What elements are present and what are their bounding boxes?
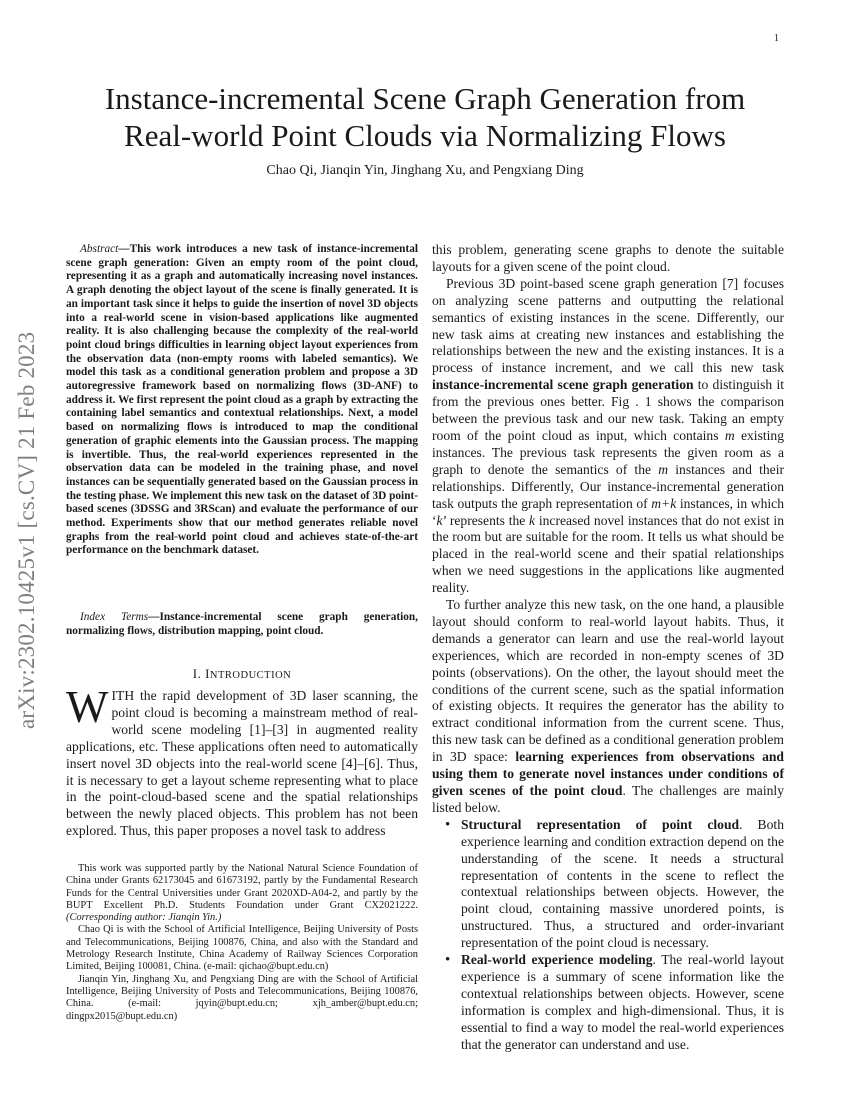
page-number: 1 (774, 33, 779, 44)
title-line-1: Instance-incremental Scene Graph Generation from (104, 81, 746, 116)
index-terms (66, 611, 418, 638)
abstract-label: Abstract (80, 243, 119, 255)
abstract-text: —This work introduces a new task of instance-incremental scene graph generation: Given an empty room of the point cloud, representing it as a graph and automatically increasing novel instances. A graph denoting the object layout of the scene is finally generated. It is an important task since it helps to guide the insertion of novel 3D objects into a real-world scene in vision-based applications like augmented reality. It is also challenging because the complexity of the real-world point cloud brings difficulties in learning object layout experiences from the observation data (non-empty rooms with labeled semantics). We model this task as a conditional generation problem and propose a 3D autoregressive framework based on normalizing flows (3D-ANF) to address it. We first represent the point cloud as a graph by extracting the containing label semantics and contextual relationships. Next, a model based on normalizing flows is introduced to map the conditional generation of graphic elements into the Gaussian process. The mapping is invertible. Thus, the real-world experiences represented in the observation data can be modeled in the training phase, and novel instances can be sequentially generated based on the Gaussian process in the testing phase. We implement this new task on the dataset of 3D point-based scenes (3DSSG and 3RScan) and evaluate the performance of our method. Experiments show that our method generates reliable novel graphs from the real-world point cloud and achieves state-of-the-art performance on the benchmark dataset. (66, 243, 418, 557)
index-terms-text: —Instance-incremental scene graph generation, normalizing flows, distribution mapping, point cloud. (66, 611, 418, 637)
paragraph: To further analyze this new task, on the one hand, a plausible layout should conform to real-world layout habits. Thus, it demands a generator can learn and use the real-world layout experiences, which are recorded in non-empty scenes of 3D points (observations). On the other, the layout should meet the conditions of the current scene, such as the spatial information of existing objects. It requires the generator has the ability to extract conditional information from the current scene. Thus, this new task can be defined as a conditional generation problem in 3D space: learning experiences from observations and using them to generate novel instances under conditions of given scenes of the point cloud. The challenges are mainly listed below. (432, 597, 784, 815)
title-line-2: Real-world Point Clouds via Normalizing Flows (124, 118, 726, 153)
corresponding-author: (Corresponding author: Jianqin Yin.) (66, 912, 222, 924)
authors: Chao Qi, Jianqin Yin, Jinghang Xu, and Pengxiang Ding (266, 163, 584, 178)
right-column (432, 242, 784, 1054)
paragraph: Previous 3D point-based scene graph generation [7] focuses on analyzing scene patterns and outputting the relational semantics of existing instances in the scene. Differently, our new task aims at creating new instances and establishing the relationships between the new and the existing instances. It is a process of instance increment, and we call this new task instance-incremental scene graph generation to distinguish it from the previous ones better. Fig . 1 shows the comparison between the previous task and our new task. Taking an empty room of the point cloud as input, which contains m existing instances. The previous task represents the given room as a graph to denote the semantics of the m instances and their relationships. Differently, Our instance-incremental generation task outputs the graph representation of m+k instances, in which ‘k’ represents the k increased novel instances that do not exist in the room but are suitable for the room. It tells us what should be placed in the real-world scene and their spatial relationships when we need suggestions in the applications like augmented reality. (432, 275, 785, 596)
arxiv-stamp: arXiv:2302.10425v1 [cs.CV] 21 Feb 2023 (14, 331, 39, 729)
introduction-paragraph (66, 682, 418, 840)
paper-title (60, 80, 790, 154)
paragraph: this problem, generating scene graphs to denote the suitable layouts for a given scene of the point cloud. (432, 242, 784, 274)
challenge-list (432, 817, 784, 1054)
footnote-affiliation-2: Jianqin Yin, Jinghang Xu, and Pengxiang Ding are with the School of Artificial Intelligence, Beijing University of Posts and Telecommunications, Beijing 100876, China. (e-mail: jqyin@bupt.edu.cn; xjh_amber@bupt.edu.cn; dingpx2015@bupt.edu.cn) (66, 973, 418, 1022)
footnotes (66, 863, 418, 1023)
list-item: • Structural representation of point cloud. Both experience learning and condition extraction depend on the understanding of the scene. It needs a structural representation of contents in the scene to reflect the contextual relationships between objects. However, the point cloud, containing massive unordered points, is unstructured. Thus, a structured and order-invariant representation of the point cloud is necessary. (432, 817, 784, 952)
abstract (66, 243, 418, 558)
drop-cap: W (66, 682, 109, 732)
section-heading-introduction: I. INTRODUCTION (192, 666, 292, 681)
footnote-affiliation-1: Chao Qi is with the School of Artificial Intelligence, Beijing University of Posts and Telecommunications, Beijing 100876, China, and also with the Standard and Metrology Research Institute, China Academy of Railway Sciences Corporation Limited, Beijing 100081, China. (e-mail: qichao@bupt.edu.cn) (66, 924, 418, 973)
footnote-funding: This work was supported partly by the National Natural Science Foundation of China under Grants 62173045 and 61673192, partly by the Fundamental Research Funds for the Central Universities under Grant 2020XD-A04-2, and partly by the BUPT Excellent Ph.D. Students Foundation under Grant CX2021222. (Corresponding author: Jianqin Yin.) (66, 863, 418, 924)
list-item: • Real-world experience modeling. The real-world layout experience is a summary of scene information like the contextual relationships between objects. However, scene information is complex and high-dimensional. Thus, it is essential to find a way to model the real-world experiences that the generator can understand and use. (432, 952, 784, 1053)
index-terms-label: Index Terms (80, 611, 149, 623)
introduction-text: ITH the rapid development of 3D laser scanning, the point cloud is becoming a mainstream method of real-world scene modeling [1]–[3] in augmented reality applications, etc. These applications often need to automatically insert novel 3D objects into the real-world scene [4]–[6]. Thus, it is necessary to get a layout scheme representing what to place in the point-cloud-based scene and the spatial relationships between the newly placed objects. This problem has not been explored. Thus, this paper proposes a novel task to address (66, 688, 418, 839)
